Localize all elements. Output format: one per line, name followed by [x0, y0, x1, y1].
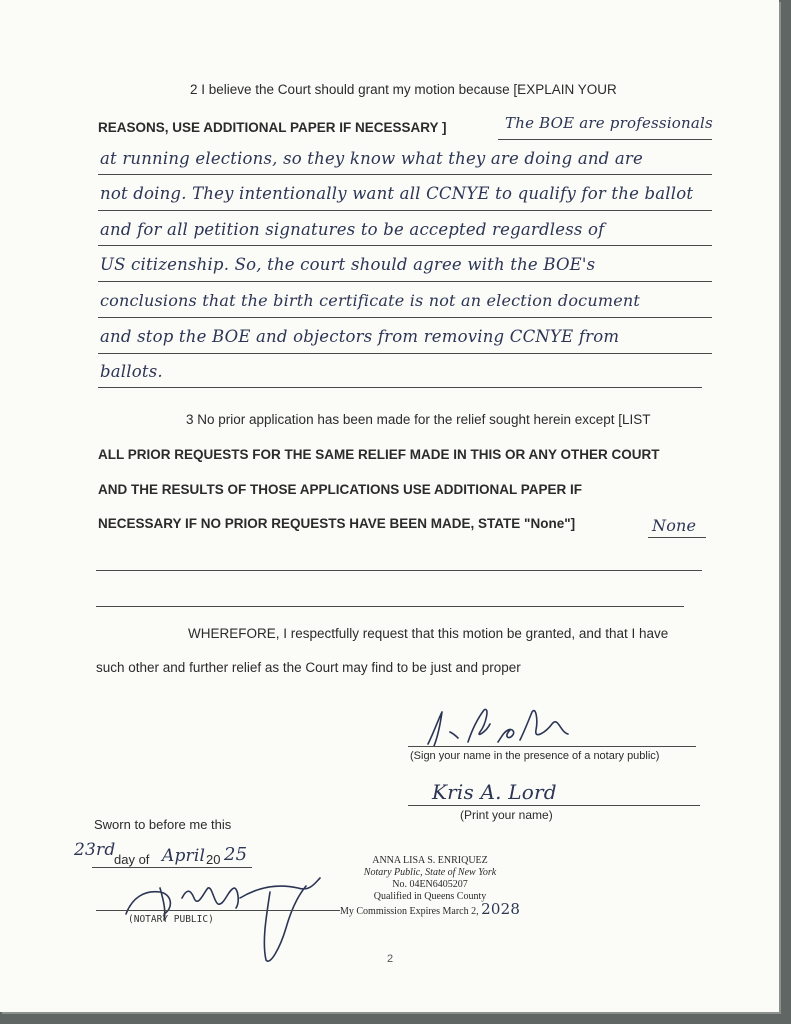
answer-rule [648, 537, 706, 538]
answer-rule [98, 174, 712, 175]
prior-requests-answer: None [652, 516, 697, 535]
sworn-day-of: day of [114, 852, 150, 867]
sworn-heading: Sworn to before me this [94, 817, 232, 832]
notary-caption: (NOTARY PUBLIC) [128, 914, 214, 925]
stamp-title: Notary Public, State of New York [363, 867, 497, 878]
answer-rule [498, 139, 712, 140]
sworn-month: April [162, 846, 206, 866]
answer-rule [96, 570, 702, 571]
answer-rule [98, 387, 702, 388]
handwriting-line-1: The BOE are professionals [505, 114, 713, 132]
handwriting-line-5: US citizenship. So, the court should agree with the BOE's [100, 255, 596, 274]
stamp-number: No. 04EN6405207 [392, 879, 468, 890]
para2-intro: 2 I believe the Court should grant my motion because [EXPLAIN YOUR [190, 82, 617, 97]
sworn-year: 25 [224, 844, 248, 865]
stamp-expires-year: 2028 [481, 900, 521, 918]
handwriting-line-7: and stop the BOE and objectors from removing CCNYE from [100, 327, 620, 346]
notary-stamp [340, 855, 520, 918]
para2-label: REASONS, USE ADDITIONAL PAPER IF NECESSARY ] [98, 120, 447, 135]
sworn-day: 23rd [74, 840, 116, 860]
handwriting-line-4: and for all petition signatures to be accepted regardless of [100, 220, 605, 239]
wherefore-line-1: WHEREFORE, I respectfully request that this motion be granted, and that I have [188, 626, 669, 641]
handwriting-line-6: conclusions that the birth certificate is not an election document [100, 291, 640, 310]
handwriting-line-3: not doing. They intentionally want all CCNYE to qualify for the ballot [100, 184, 694, 203]
handwriting-line-2: at running elections, so they know what they are doing and are [100, 149, 643, 168]
para3-line-3: AND THE RESULTS OF THOSE APPLICATIONS USE ADDITIONAL PAPER IF [98, 482, 583, 497]
print-caption: (Print your name) [460, 808, 553, 822]
para3-line-2: ALL PRIOR REQUESTS FOR THE SAME RELIEF MADE IN THIS OR ANY OTHER COURT [98, 447, 660, 462]
stamp-name: ANNA LISA S. ENRIQUEZ [372, 855, 488, 866]
answer-rule [98, 245, 712, 246]
answer-rule [98, 210, 712, 211]
signature-rule [408, 746, 696, 747]
notary-rule [96, 910, 340, 911]
para3-line-1: 3 No prior application has been made for the relief sought herein except [LIST [186, 412, 651, 427]
answer-rule [98, 281, 712, 282]
stamp-county: Qualified in Queens County [373, 891, 487, 902]
para3-line-4: NECESSARY IF NO PRIOR REQUESTS HAVE BEEN MADE, STATE "None"] [98, 516, 576, 531]
page-number: 2 [387, 953, 394, 965]
answer-rule [98, 317, 712, 318]
print-rule [408, 805, 700, 806]
wherefore-line-2: such other and further relief as the Court may find to be just and proper [96, 660, 521, 675]
stamp-expires: My Commission Expires March 2, [340, 906, 479, 917]
sign-caption: (Sign your name in the presence of a notary public) [410, 750, 660, 762]
signature-scribble [420, 702, 580, 752]
answer-rule [98, 353, 712, 354]
answer-rule [96, 606, 684, 607]
handwriting-line-8: ballots. [100, 362, 163, 381]
printed-name: Kris A. Lord [432, 780, 557, 804]
sworn-year-prefix: 20 [206, 852, 221, 867]
